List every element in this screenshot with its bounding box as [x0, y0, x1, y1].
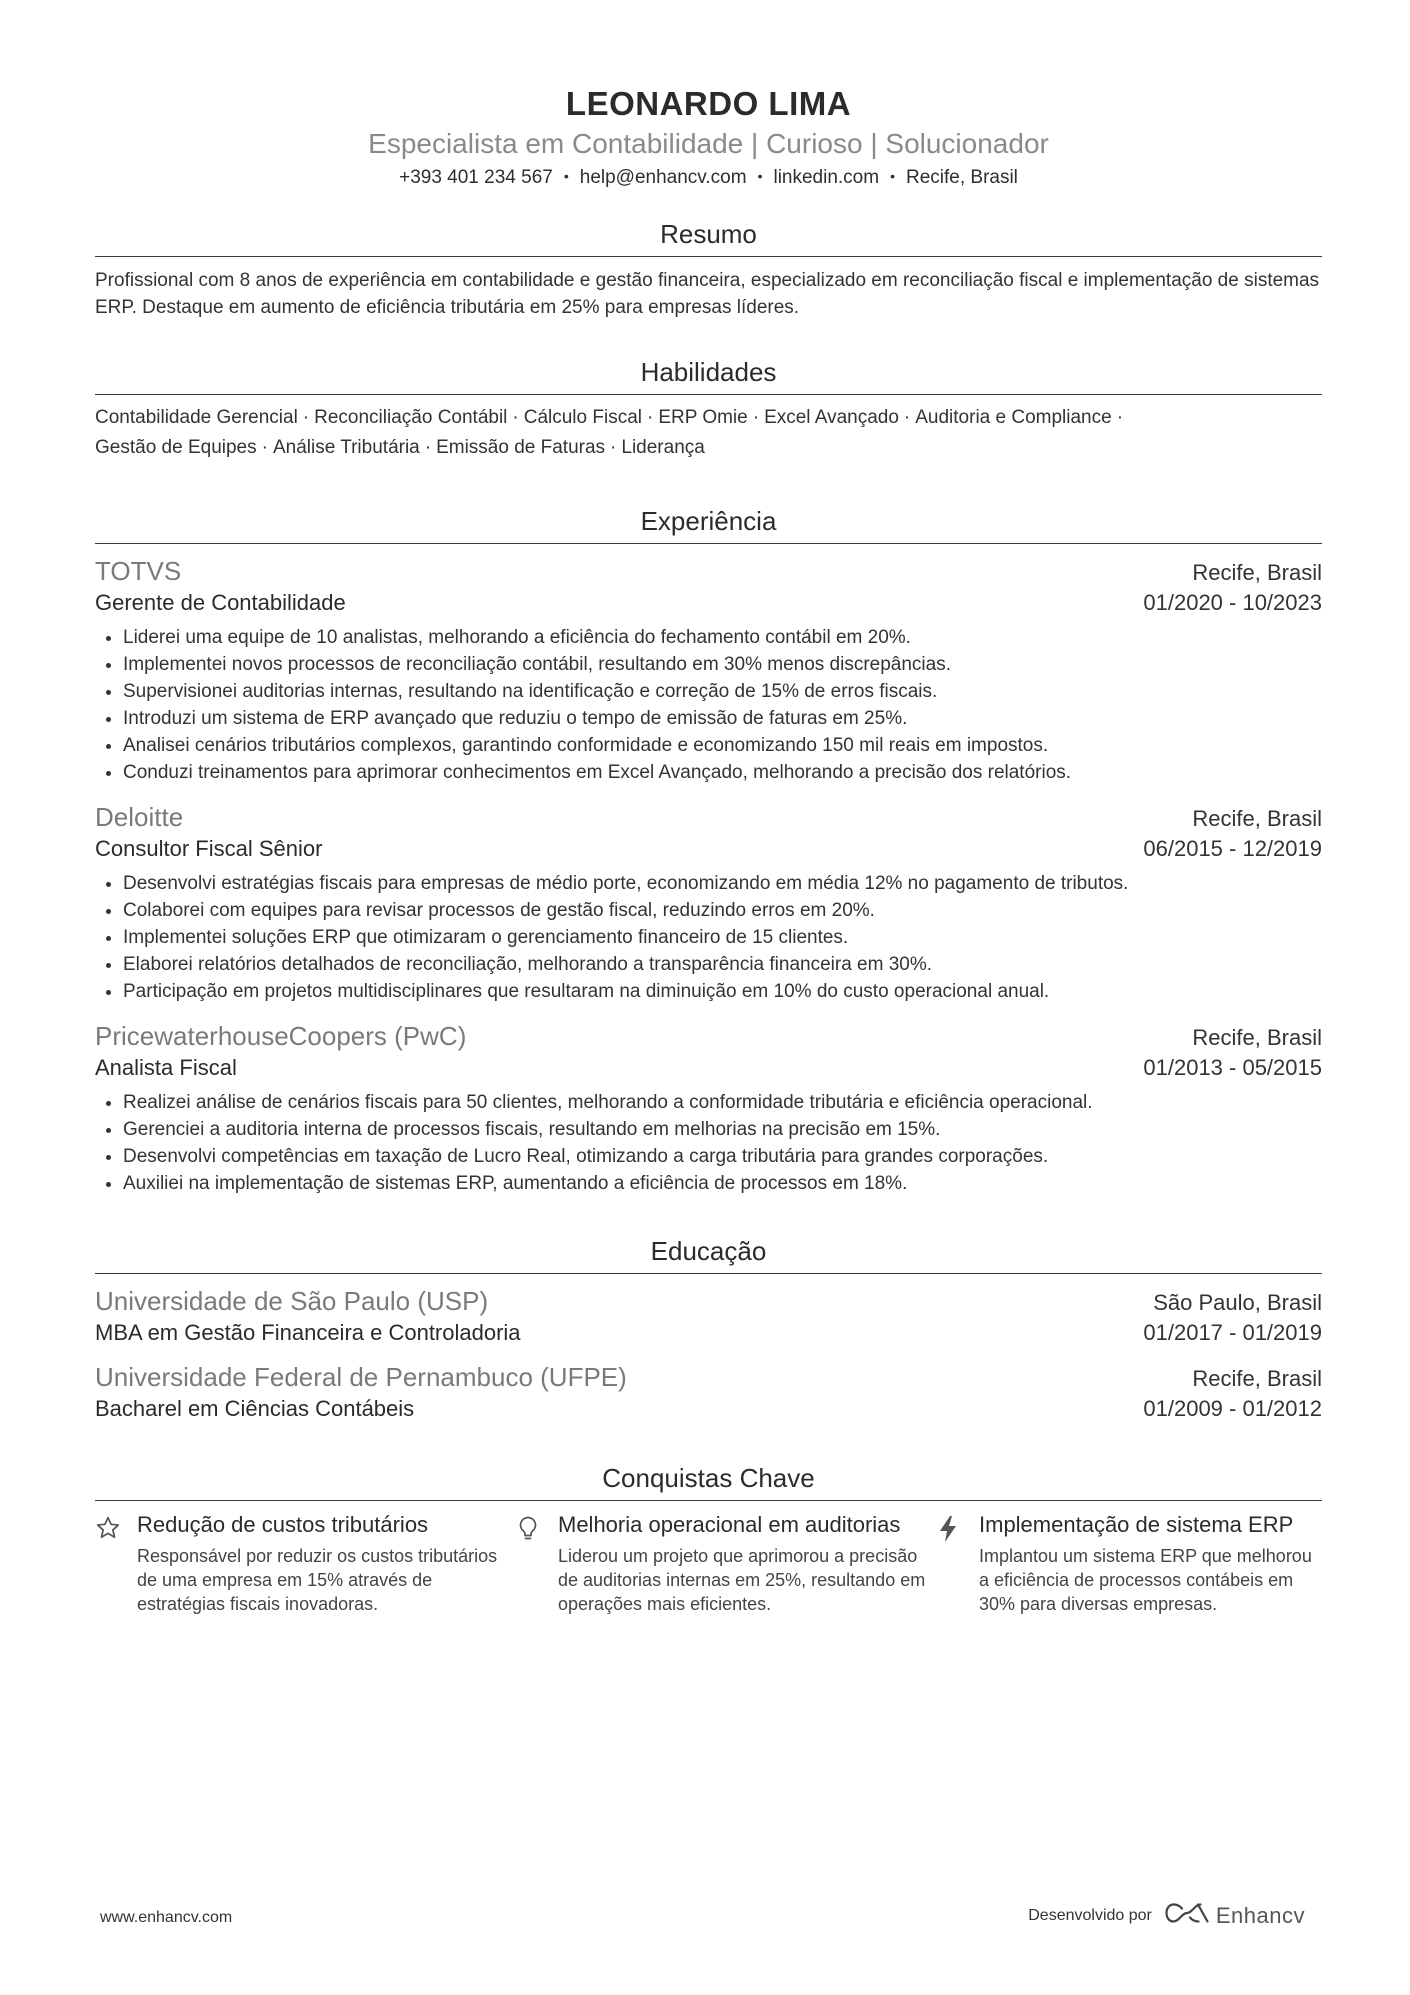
- achievement-item: [937, 1511, 1322, 1616]
- section-title-summary: Resumo: [95, 218, 1322, 257]
- achievements-section: [95, 1462, 1322, 1616]
- summary-section: [95, 218, 1322, 321]
- education-dates: 01/2009 - 01/2012: [1143, 1396, 1322, 1421]
- skill-separator: ·: [1116, 407, 1124, 428]
- contact-line: [95, 165, 1322, 191]
- contact-separator: •: [757, 168, 763, 184]
- location: Recife, Brasil: [905, 167, 1018, 188]
- enhancv-logo-icon: [1164, 1901, 1210, 1930]
- bullet-item: • Realizei análise de cenários fiscais para 50 clientes, melhorando a conformidade tributária e eficiência operacional.: [123, 1089, 1322, 1116]
- experience-section: [95, 505, 1322, 1197]
- section-title-skills: Habilidades: [95, 356, 1322, 395]
- bullet-item: • Elaborei relatórios detalhados de reconciliação, melhorando a transparência financeira em 30%.: [123, 951, 1322, 978]
- skill-separator: ·: [647, 407, 654, 428]
- job-location: Recife, Brasil: [1192, 806, 1322, 831]
- powered-by-label: Desenvolvido por: [1028, 1906, 1152, 1924]
- company-name: PricewaterhouseCoopers (PwC): [95, 1021, 467, 1051]
- skill-item: ERP Omie: [658, 407, 748, 428]
- degree: MBA em Gestão Financeira e Controladoria: [95, 1320, 521, 1345]
- bullet-item: • Desenvolvi competências em taxação de Lucro Real, otimizando a carga tributária para grandes corporações.: [123, 1143, 1322, 1170]
- summary-text: Profissional com 8 anos de experiência em contabilidade e gestão financeira, especializado em reconciliação fiscal e implementação de sistemas ERP. Destaque em aumento de eficiência tributária em 25% para empresas líderes.: [95, 270, 1320, 318]
- skill-separator: ·: [752, 407, 760, 428]
- star-icon: [95, 1511, 137, 1616]
- lightning-icon: [937, 1511, 979, 1616]
- job-title: Analista Fiscal: [95, 1055, 237, 1080]
- linkedin-link[interactable]: linkedin.com: [773, 167, 880, 188]
- school-location: São Paulo, Brasil: [1153, 1290, 1322, 1315]
- skill-item: Emissão de Faturas: [436, 437, 606, 458]
- skill-separator: ·: [302, 407, 310, 428]
- skill-item: Excel Avançado: [764, 407, 899, 428]
- bullet-item: • Conduzi treinamentos para aprimorar conhecimentos em Excel Avançado, melhorando a precisão dos relatórios.: [123, 759, 1322, 786]
- achievements-grid: [95, 1511, 1322, 1616]
- job-entry: [95, 800, 1322, 1005]
- job-title: Consultor Fiscal Sênior: [95, 836, 323, 861]
- education-section: [95, 1235, 1322, 1424]
- skill-item: Reconciliação Contábil: [314, 407, 508, 428]
- footer-branding: [1028, 1901, 1305, 1930]
- contact-separator: •: [563, 168, 569, 184]
- bullet-item: • Implementei soluções ERP que otimizaram o gerenciamento financeiro de 15 clientes.: [123, 924, 1322, 951]
- candidate-tagline: Especialista em Contabilidade | Curioso | Solucionador: [368, 128, 1049, 159]
- skill-separator: ·: [261, 437, 268, 458]
- resume-header: [95, 0, 1322, 191]
- bullet-item: • Auxiliei na implementação de sistemas ERP, aumentando a eficiência de processos em 18%.: [123, 1170, 1322, 1197]
- job-bullets: [95, 870, 1322, 1005]
- school-name: Universidade de São Paulo (USP): [95, 1286, 489, 1316]
- achievement-title: Implementação de sistema ERP: [979, 1512, 1294, 1537]
- bullet-item: • Analisei cenários tributários complexos, garantindo conformidade e economizando 150 mil reais em impostos.: [123, 732, 1322, 759]
- bullet-item: • Desenvolvi estratégias fiscais para empresas de médio porte, economizando em média 12% no pagamento de tributos.: [123, 870, 1322, 897]
- email-link[interactable]: help@enhancv.com: [579, 167, 747, 188]
- skill-item: Auditoria e Compliance: [915, 407, 1112, 428]
- resume-page: [95, 0, 1322, 1616]
- contact-separator: •: [890, 168, 895, 184]
- job-entry: [95, 554, 1322, 786]
- lightbulb-icon: [516, 1511, 558, 1616]
- bullet-item: • Supervisionei auditorias internas, resultando na identificação e correção de 15% de erros fiscais.: [123, 678, 1322, 705]
- bullet-item: • Participação em projetos multidisciplinares que resultaram na diminuição em 10% do custo operacional anual.: [123, 978, 1322, 1005]
- education-entry: [95, 1284, 1322, 1348]
- bullet-item: • Liderei uma equipe de 10 analistas, melhorando a eficiência do fechamento contábil em 20%.: [123, 624, 1322, 651]
- skill-item: Liderança: [621, 437, 705, 458]
- skill-item: Cálculo Fiscal: [523, 407, 642, 428]
- job-bullets: [95, 1089, 1322, 1197]
- company-name: TOTVS: [95, 556, 182, 586]
- skill-separator: ·: [512, 407, 519, 428]
- skill-separator: ·: [424, 437, 432, 458]
- section-title-achievements: Conquistas Chave: [95, 1462, 1322, 1501]
- education-dates: 01/2017 - 01/2019: [1143, 1320, 1322, 1345]
- school-location: Recife, Brasil: [1192, 1366, 1322, 1391]
- skill-separator: ·: [903, 407, 911, 428]
- skill-item: Análise Tributária: [272, 437, 420, 458]
- job-title: Gerente de Contabilidade: [95, 590, 346, 615]
- achievement-description: Implantou um sistema ERP que melhorou a eficiência de processos contábeis em 30% para diversas empresas.: [979, 1546, 1312, 1614]
- section-title-education: Educação: [95, 1235, 1322, 1274]
- skill-separator: ·: [610, 437, 617, 458]
- job-location: Recife, Brasil: [1192, 1025, 1322, 1050]
- job-dates: 06/2015 - 12/2019: [1143, 836, 1322, 861]
- job-bullets: [95, 624, 1322, 786]
- bullet-item: • Implementei novos processos de reconciliação contábil, resultando em 30% menos discrepâncias.: [123, 651, 1322, 678]
- footer-website-link[interactable]: www.enhancv.com: [100, 1909, 233, 1926]
- education-entry: [95, 1360, 1322, 1424]
- candidate-name: LEONARDO LIMA: [565, 85, 852, 122]
- brand-name: Enhancv: [1215, 1902, 1305, 1928]
- section-title-experience: Experiência: [95, 505, 1322, 544]
- job-dates: 01/2013 - 05/2015: [1143, 1055, 1322, 1080]
- job-entry: [95, 1019, 1322, 1197]
- degree: Bacharel em Ciências Contábeis: [95, 1396, 415, 1421]
- skills-list: [95, 403, 1322, 463]
- achievement-title: Melhoria operacional em auditorias: [558, 1512, 901, 1537]
- school-name: Universidade Federal de Pernambuco (UFPE): [95, 1362, 627, 1392]
- bullet-item: • Introduzi um sistema de ERP avançado que reduziu o tempo de emissão de faturas em 25%.: [123, 705, 1322, 732]
- job-dates: 01/2020 - 10/2023: [1143, 590, 1322, 615]
- achievement-description: Liderou um projeto que aprimorou a precisão de auditorias internas em 25%, resultando em operações mais eficientes.: [558, 1546, 926, 1614]
- achievement-description: Responsável por reduzir os custos tributários de uma empresa em 15% através de estratégias fiscais inovadoras.: [137, 1546, 498, 1614]
- bullet-item: • Gerenciei a auditoria interna de processos fiscais, resultando em melhorias na precisão em 15%.: [123, 1116, 1322, 1143]
- achievement-item: [95, 1511, 516, 1616]
- bullet-item: • Colaborei com equipes para revisar processos de gestão fiscal, reduzindo erros em 20%.: [123, 897, 1322, 924]
- company-name: Deloitte: [95, 802, 184, 832]
- skills-section: [95, 356, 1322, 463]
- skill-item: Contabilidade Gerencial: [95, 407, 298, 428]
- phone: +393 401 234 567: [399, 167, 553, 188]
- achievement-title: Redução de custos tributários: [137, 1512, 429, 1537]
- achievement-item: [516, 1511, 937, 1616]
- job-location: Recife, Brasil: [1192, 560, 1322, 585]
- skill-item: Gestão de Equipes: [95, 437, 257, 458]
